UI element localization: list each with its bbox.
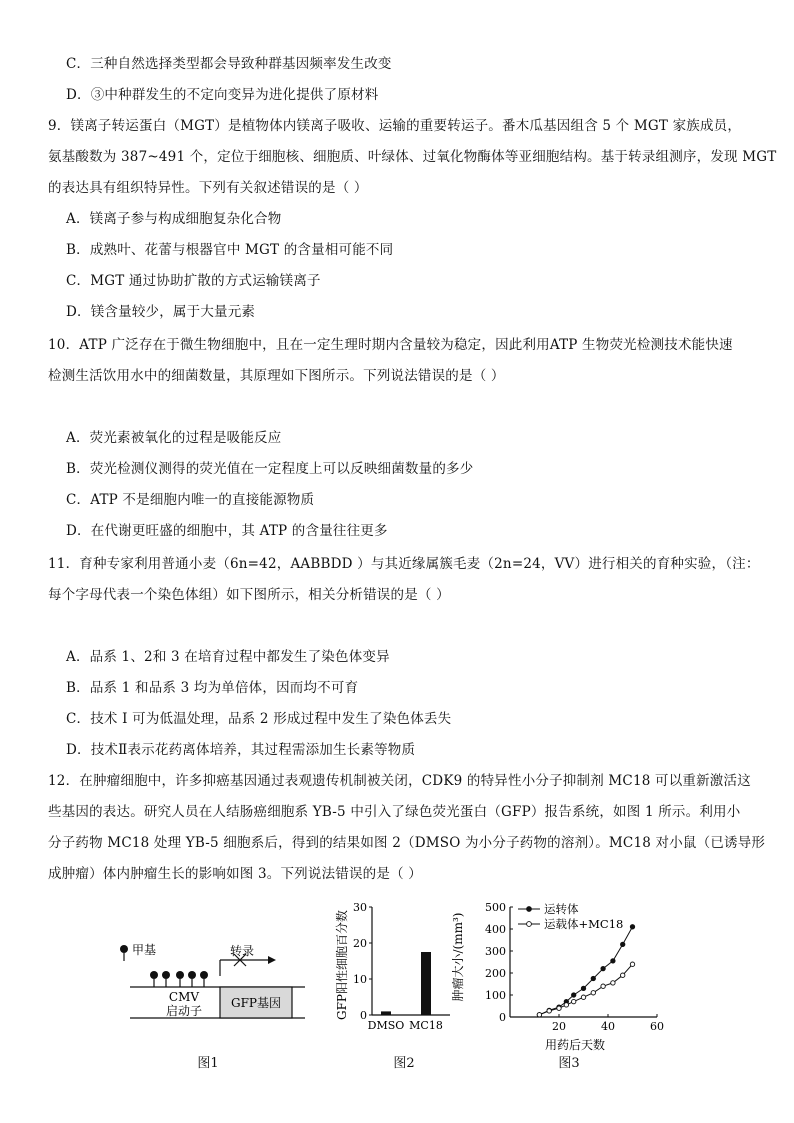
chart-3-point-series-2 (611, 981, 615, 985)
chart-2-bar-mc18 (421, 952, 431, 1015)
question-9-stem-line1: 9．镁离子转运蛋白（MGT）是植物体内镁离子吸收、运输的重要转运子。番木瓜基因组含 5 个 MGT 家族成员， (48, 118, 742, 134)
question-12-stem-line1: 12．在肿瘤细胞中，许多抑癌基因通过表观遗传机制被关闭，CDK9 的特异性小分子抑制剂 MC18 可以重新激活这 (48, 773, 751, 789)
chart-3-point-series-1 (591, 976, 595, 980)
question-9-stem-line2: 氨基酸数为 387~491 个，定位于细胞核、细胞质、叶绿体、过氧化物酶体等亚细胞结构。基于转录组测序，发现 MGT (48, 149, 777, 165)
chart-3-point-series-2 (572, 999, 576, 1003)
chart-3-x-tick-label: 40 (601, 1020, 615, 1033)
chart-3-point-series-1 (611, 959, 615, 963)
chart-3-legend-label-1: 运转体 (544, 902, 579, 916)
chart-3-point-series-1 (572, 993, 576, 997)
chart-3-point-series-1 (621, 942, 625, 946)
option-b-q10: B．荧光检测仪测得的荧光值在一定程度上可以反映细菌数量的多少 (66, 461, 474, 477)
figure-3-line-chart (452, 895, 672, 1055)
chart-3-point-series-1 (601, 966, 605, 970)
chart-2-y-tick-label: 0 (360, 1009, 367, 1022)
methyl-groups (150, 971, 208, 987)
chart-3-y-tick-label: 400 (485, 923, 506, 936)
chart-3-point-series-1 (581, 986, 585, 990)
chart-3-y-tick-label: 200 (485, 967, 506, 980)
option-d-q11: D．技术Ⅱ表示花药离体培养，其过程需添加生长素等物质 (66, 742, 416, 758)
option-c-q9: C．MGT 通过协助扩散的方式运输镁离子 (66, 273, 321, 289)
question-10-stem-line2: 检测生活饮用水中的细菌数量，其原理如下图所示。下列说法错误的是（ ） (48, 368, 505, 384)
option-c-q8: C．三种自然选择类型都会导致种群基因频率发生改变 (66, 56, 392, 72)
chart-3-x-axis-label: 用药后天数 (544, 1038, 606, 1052)
figure-1-caption: 图1 (197, 1056, 219, 1071)
figure-1-svg (110, 930, 310, 1030)
chart-3-point-series-2 (591, 991, 595, 995)
methyl-label: 甲基 (132, 943, 157, 957)
option-a-q10: A．荧光素被氧化的过程是吸能反应 (66, 430, 282, 446)
question-12-stem-line2: 些基因的表达。研究人员在人结肠癌细胞系 YB-5 中引入了绿色荧光蛋白（GFP）报告系统，如图 1 所示。利用小 (48, 804, 741, 820)
chart-3-legend-label-2: 运载体+MC18 (544, 917, 624, 931)
question-9-stem-line3: 的表达具有组织特异性。下列有关叙述错误的是（ ） (48, 180, 368, 196)
chart-3-series-line-1 (539, 927, 632, 1015)
figure-3-caption: 图3 (558, 1056, 580, 1071)
question-10-stem-line1: 10．ATP 广泛存在于微生物细胞中，且在一定生理时期内含量较为稳定，因此利用ATP 生物荧光检测技术能快速 (48, 337, 733, 353)
chart-2-y-axis-label: GFP阳性细胞百分数 (335, 910, 349, 1020)
chart-2-y-tick-label: 20 (353, 937, 367, 950)
chart-2-y-tick-label: 10 (353, 973, 367, 986)
chart-3-y-tick-label: 0 (499, 1011, 506, 1024)
chart-3-point-series-2 (581, 995, 585, 999)
option-d-q10: D．在代谢更旺盛的细胞中，其 ATP 的含量往往更多 (66, 523, 388, 539)
chart-3-point-series-2 (547, 1009, 551, 1013)
figure-1-gene-construct (110, 930, 310, 1030)
chart-3-point-series-2 (557, 1006, 561, 1010)
transcription-arrow-icon (268, 956, 276, 964)
gfp-gene-label: GFP基因 (231, 996, 281, 1010)
figure-2-bar-chart (328, 895, 458, 1035)
chart-2-x-tick-label: DMSO (367, 1019, 405, 1032)
figure-2-caption: 图2 (393, 1056, 415, 1071)
chart-3-y-tick-label: 500 (485, 901, 506, 914)
chart-3-point-series-2 (630, 962, 634, 966)
promoter-label-line2: 启动子 (165, 1004, 203, 1018)
promoter-label-line1: CMV (168, 990, 200, 1004)
option-c-q10: C．ATP 不是细胞内唯一的直接能源物质 (66, 492, 315, 508)
transcription-label: 转录 (230, 944, 255, 958)
option-a-q11: A．品系 1、2和 3 在培育过程中都发生了染色体变异 (66, 649, 390, 665)
chart-2-svg (328, 895, 458, 1035)
question-11-stem-line2: 每个字母代表一个染色体组）如下图所示，相关分析错误的是（ ） (48, 587, 450, 603)
methyl-legend-dot (120, 945, 128, 953)
chart-3-point-series-2 (601, 984, 605, 988)
chart-3-legend-marker-2 (527, 922, 532, 927)
question-12-stem-line4: 成肿瘤）体内肿瘤生长的影响如图 3。下列说法错误的是（ ） (48, 866, 422, 882)
chart-3-y-axis-label: 肿瘤大小/(mm³) (452, 912, 465, 1002)
chart-2-y-tick-label: 30 (353, 901, 367, 914)
chart-3-point-series-2 (564, 1003, 568, 1007)
chart-3-point-series-2 (621, 973, 625, 977)
question-12-stem-line3: 分子药物 MC18 处理 YB-5 细胞系后，得到的结果如图 2（DMSO 为小分子药物的溶剂）。MC18 对小鼠（已诱导形 (48, 835, 766, 851)
option-d-q9: D．镁含量较少，属于大量元素 (66, 304, 256, 320)
chart-3-point-series-1 (630, 925, 634, 929)
question-11-stem-line1: 11．育种专家利用普通小麦（6n=42，AABBDD ）与其近缘属簇毛麦（2n=24，VV）进行相关的育种实验，（注： (48, 556, 760, 572)
option-c-q11: C．技术 I 可为低温处理，品系 2 形成过程中发生了染色体丢失 (66, 711, 452, 727)
option-b-q11: B．品系 1 和品系 3 均为单倍体，因而均不可育 (66, 680, 359, 696)
chart-3-series-line-2 (539, 964, 632, 1015)
option-a-q9: A．镁离子参与构成细胞复杂化合物 (66, 211, 282, 227)
chart-3-x-tick-label: 20 (552, 1020, 566, 1033)
chart-3-legend-marker-1 (527, 907, 532, 912)
option-b-q9: B．成熟叶、花蕾与根器官中 MGT 的含量相可能不同 (66, 242, 394, 258)
chart-2-x-tick-label: MC18 (409, 1019, 443, 1032)
option-d-q8: D．③中种群发生的不定向变异为进化提供了原材料 (66, 87, 379, 103)
chart-2-bar-dmso (381, 1011, 391, 1015)
chart-3-y-tick-label: 300 (485, 945, 506, 958)
chart-3-svg (452, 895, 672, 1055)
chart-3-x-tick-label: 60 (650, 1020, 664, 1033)
chart-3-y-tick-label: 100 (485, 989, 506, 1002)
chart-3-point-series-2 (537, 1013, 541, 1017)
